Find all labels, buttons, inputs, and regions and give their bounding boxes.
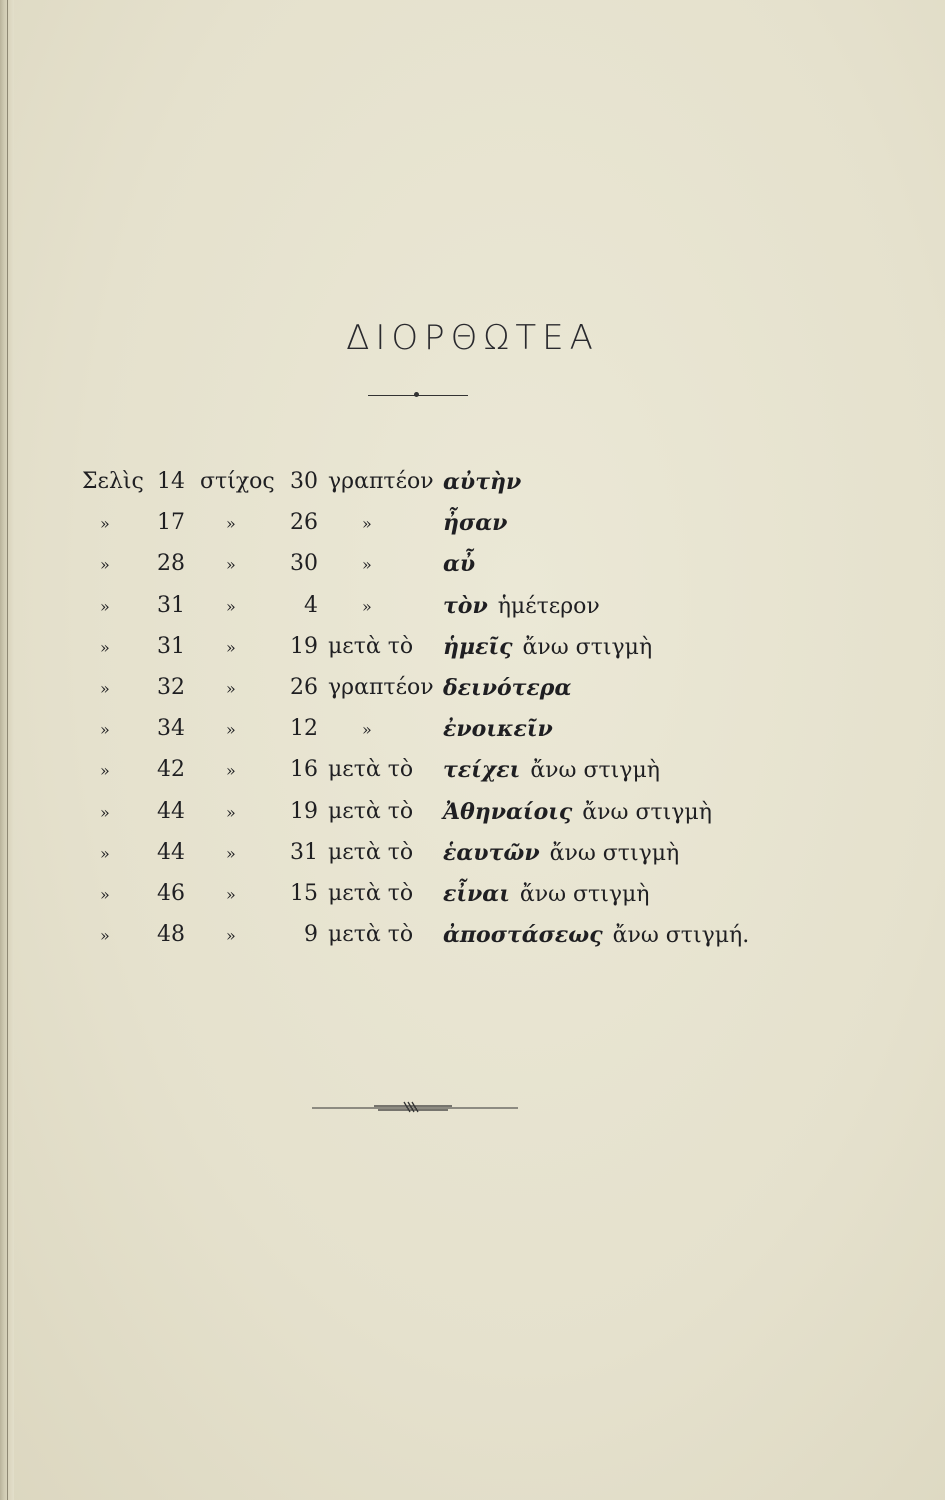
line-number: 16: [290, 757, 318, 783]
page-number: 28: [157, 551, 185, 577]
instruction: γραπτέον: [328, 469, 434, 494]
line-label: »: [226, 514, 236, 534]
line-number: 19: [290, 798, 318, 824]
correction-note: ἄνω στιγμὴ: [549, 840, 680, 866]
line-label: »: [226, 596, 236, 616]
errata-row: [0, 716, 945, 756]
correction-text: [443, 675, 571, 701]
correction-note: ἄνω στιγμὴ: [522, 634, 653, 660]
instruction: »: [362, 555, 372, 575]
instruction: μετὰ τὸ: [328, 757, 414, 783]
page-number: 14: [157, 469, 185, 494]
correction-note: ἡμέτερον: [497, 593, 600, 619]
line-label: »: [226, 802, 236, 822]
corrected-word: αὐτὴν: [443, 469, 522, 495]
errata-row: [0, 634, 945, 674]
correction-note: ἄνω στιγμὴ: [519, 882, 650, 907]
page-label: »: [100, 637, 110, 657]
instruction: μετὰ τὸ: [328, 633, 414, 659]
instruction: γραπτέον: [328, 675, 434, 700]
page-label: Σελὶς: [82, 469, 144, 494]
page-number: 32: [157, 675, 185, 700]
correction-text: [443, 799, 712, 825]
corrected-word: ἑαυτῶν: [443, 839, 540, 866]
page-number: 44: [157, 798, 185, 824]
errata-row: [0, 922, 945, 962]
page-label: »: [100, 926, 110, 946]
correction-text: [443, 922, 749, 948]
errata-row: [0, 799, 945, 839]
page-number: 34: [157, 716, 185, 742]
corrected-word: Ἀθηναίοις: [443, 798, 573, 825]
errata-row: [0, 840, 945, 880]
errata-row: [0, 469, 945, 509]
line-label: »: [226, 843, 236, 863]
corrected-word: ἀποστάσεως: [443, 922, 603, 949]
instruction: μετὰ τὸ: [328, 839, 414, 865]
correction-text: [443, 757, 660, 783]
instruction: μετὰ τὸ: [328, 798, 414, 824]
title-rule-ornament: [414, 392, 419, 397]
errata-row: [0, 593, 945, 633]
line-number: 19: [290, 633, 318, 659]
line-label: »: [226, 679, 236, 698]
line-number: 30: [290, 469, 318, 494]
corrected-word: δεινότερα: [443, 675, 572, 701]
line-number: 12: [290, 716, 318, 742]
errata-row: [0, 675, 945, 715]
page-number: 44: [157, 839, 185, 865]
line-number: 9: [304, 922, 318, 948]
page-label: »: [100, 761, 110, 781]
correction-text: [443, 551, 475, 577]
correction-text: [443, 593, 600, 619]
corrected-word: τείχει: [443, 757, 521, 784]
line-label: »: [226, 637, 236, 657]
line-label: »: [226, 555, 236, 575]
corrected-word: ἦσαν: [443, 510, 508, 537]
errata-row: [0, 551, 945, 591]
corrected-word: τὸν: [443, 592, 488, 619]
page-number: 42: [157, 757, 185, 783]
errata-row: [0, 510, 945, 550]
page-label: »: [100, 679, 110, 698]
line-number: 31: [290, 839, 318, 865]
correction-text: [443, 716, 553, 742]
line-number: 15: [290, 881, 318, 906]
correction-text: [443, 510, 507, 536]
correction-note: ἄνω στιγμὴ: [582, 799, 712, 825]
errata-row: [0, 881, 945, 921]
corrected-word: εἶναι: [443, 881, 510, 907]
page-number: 46: [157, 881, 185, 906]
page-number: 31: [157, 633, 185, 659]
page-label: »: [100, 843, 110, 863]
page-number: 17: [157, 510, 185, 536]
line-label: »: [226, 926, 236, 946]
page-label: »: [100, 802, 110, 822]
corrected-word: ἡμεῖς: [443, 633, 513, 660]
page-label: »: [100, 720, 110, 740]
correction-text: [443, 634, 652, 660]
instruction: »: [362, 720, 372, 740]
correction-text: [443, 881, 649, 907]
line-label: »: [226, 885, 236, 904]
page-label: »: [100, 555, 110, 575]
correction-text: [443, 840, 679, 866]
page-number: 48: [157, 922, 185, 948]
page-title: ΔΙΟΡΘΩΤΕΑ: [346, 318, 599, 358]
page-label: »: [100, 885, 110, 904]
line-label: »: [226, 761, 236, 781]
page-label: »: [100, 596, 110, 616]
instruction: »: [362, 514, 372, 534]
line-number: 26: [290, 675, 318, 700]
line-number: 26: [290, 510, 318, 536]
line-label: »: [226, 720, 236, 740]
instruction: μετὰ τὸ: [328, 881, 414, 906]
end-ornament: [312, 1101, 518, 1113]
line-number: 30: [290, 551, 318, 577]
instruction: μετὰ τὸ: [328, 922, 414, 948]
corrected-word: αὖ: [443, 551, 476, 578]
correction-note: ἄνω στιγμή.: [612, 923, 750, 949]
instruction: »: [362, 596, 372, 616]
corrected-word: ἐνοικεῖν: [443, 716, 553, 743]
line-label: στίχος: [200, 469, 275, 494]
page-number: 31: [157, 592, 185, 618]
errata-row: [0, 757, 945, 797]
correction-text: [443, 469, 521, 495]
page-label: »: [100, 514, 110, 534]
correction-note: ἄνω στιγμὴ: [530, 758, 660, 784]
line-number: 4: [304, 592, 318, 618]
